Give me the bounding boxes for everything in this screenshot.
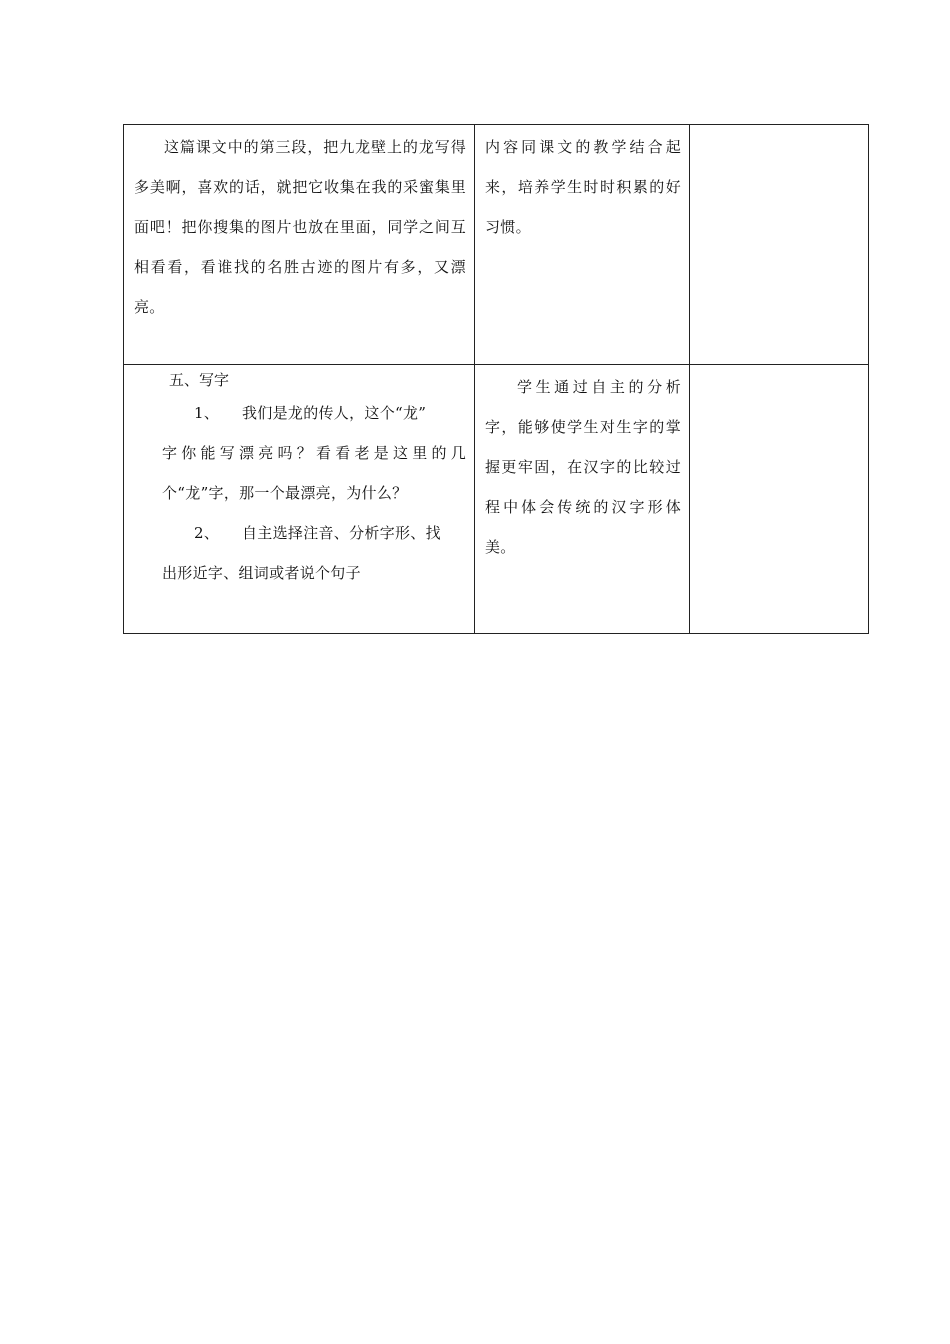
notes-text [690,365,868,367]
list-item [124,513,474,593]
paragraph-collect-pictures: 这篇课文中的第三段，把九龙壁上的龙写得多美啊，喜欢的话，就把它收集在我的采蜜集里面吧！把你搜集的图片也放在里面，同学之间互相看看，看谁找的名胜古迹的图片有多，又漂亮。 [134,138,466,316]
item-number: 1、 [194,404,220,422]
item-first-line: 自主选择注音、分析字形、找 [242,524,441,542]
design-intent-cell [475,365,690,634]
notes-text [690,125,868,127]
item-number: 2、 [194,524,220,542]
table-row [124,125,869,365]
item-first-line: 我们是龙的传人，这个“龙” [242,404,427,422]
design-intent-cell [475,125,690,365]
list-item [124,393,474,513]
teaching-process-cell [124,125,475,365]
notes-cell [690,365,869,634]
section-heading: 五、写字 [169,371,230,389]
paragraph-design-intent: 学生通过自主的分析字，能够使学生对生字的掌握更牢固，在汉字的比较过程中体会传统的汉字形体美。 [485,378,681,556]
paragraph-design-intent: 内容同课文的教学结合起来，培养学生时时积累的好习惯。 [485,138,681,236]
lesson-plan-table [123,124,869,634]
table-row [124,365,869,634]
notes-cell [690,125,869,365]
teaching-process-cell [124,365,475,634]
item-continuation: 字你能写漂亮吗？看看老是这里的几个“龙”字，那一个最漂亮，为什么？ [162,444,466,502]
item-continuation: 出形近字、组词或者说个句子 [162,564,361,582]
